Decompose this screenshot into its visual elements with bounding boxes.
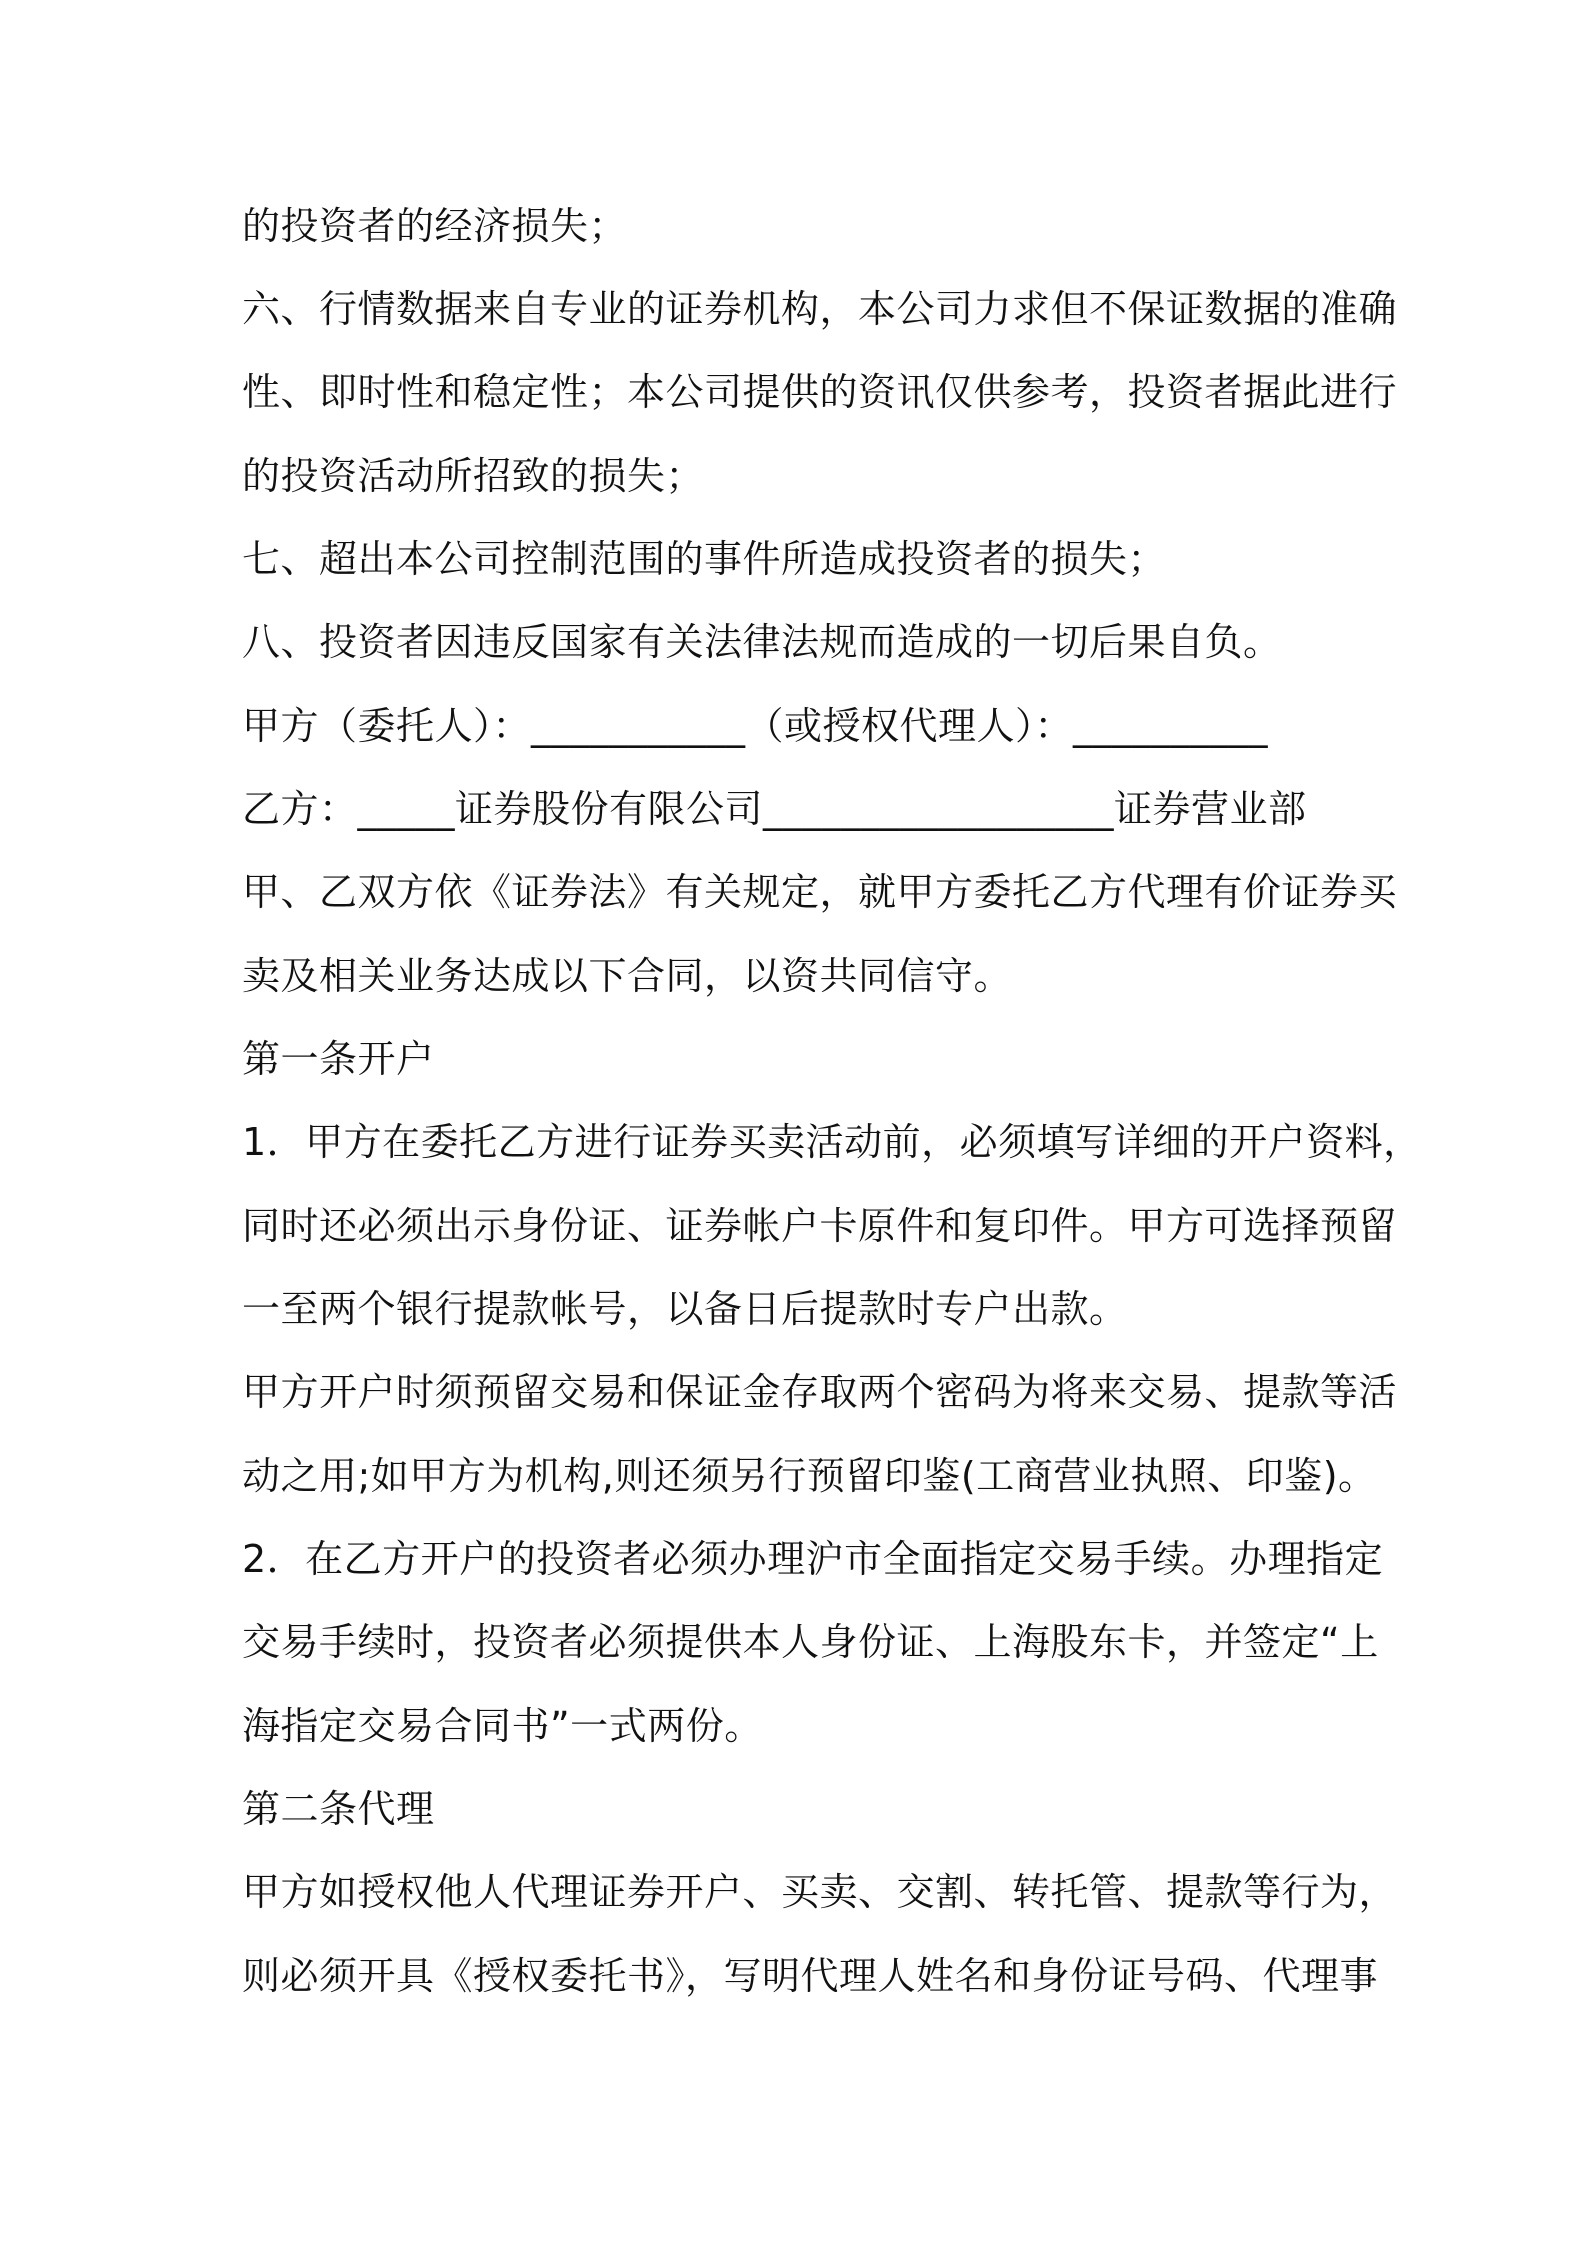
text-line: 同时还必须出示身份证、证券帐户卡原件和复印件。甲方可选择预留 [242, 1204, 1398, 1248]
text-line: 甲方如授权他人代理证券开户、买卖、交割、转托管、提款等行为， [242, 1870, 1398, 1914]
text-line: 甲方开户时须预留交易和保证金存取两个密码为将来交易、提款等活 [242, 1370, 1398, 1414]
text-line: 动之用;如甲方为机构,则还须另行预留印鉴(工商营业执照、印鉴)。 [242, 1454, 1377, 1498]
text-line: 七、超出本公司控制范围的事件所造成投资者的损失； [242, 537, 1167, 581]
text-line: 2．在乙方开户的投资者必须办理沪市全面指定交易手续。办理指定 [242, 1537, 1384, 1581]
party-a-line: 甲方（委托人）：___________（或授权代理人）：__________ [242, 704, 1269, 748]
text-line: 的投资者的经济损失； [242, 204, 628, 248]
text-line: 八、投资者因违反国家有关法律法规而造成的一切后果自负。 [242, 620, 1282, 664]
text-line: 甲、乙双方依《证券法》有关规定，就甲方委托乙方代理有价证券买 [242, 870, 1398, 914]
text-line: 卖及相关业务达成以下合同，以资共同信守。 [242, 954, 1013, 998]
text-line: 1．甲方在委托乙方进行证券买卖活动前，必须填写详细的开户资料， [242, 1120, 1422, 1164]
text-line: 则必须开具《授权委托书》，写明代理人姓名和身份证号码、代理事 [242, 1954, 1379, 1998]
text-line: 的投资活动所招致的损失； [242, 454, 705, 498]
text-line: 海指定交易合同书”一式两份。 [242, 1704, 763, 1748]
text-line: 六、行情数据来自专业的证券机构，本公司力求但不保证数据的准确 [242, 287, 1398, 331]
text-line: 一至两个银行提款帐号，以备日后提款时专户出款。 [242, 1287, 1128, 1331]
party-b-line: 乙方：_____证券股份有限公司__________________证券营业部 [242, 787, 1307, 831]
section-heading: 第二条代理 [242, 1787, 435, 1831]
text-line: 交易手续时，投资者必须提供本人身份证、上海股东卡，并签定“上 [242, 1620, 1379, 1664]
text-line: 性、即时性和稳定性；本公司提供的资讯仅供参考，投资者据此进行 [242, 370, 1398, 414]
section-heading: 第一条开户 [242, 1037, 435, 1081]
